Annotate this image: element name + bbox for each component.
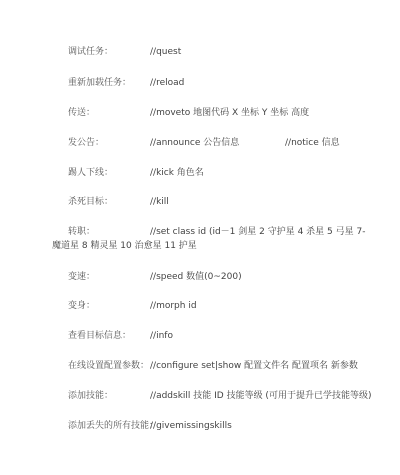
command-label: 调试任务：	[68, 47, 114, 57]
command-label: 添加丢失的所有技能：	[68, 421, 159, 431]
command-row-set-class	[0, 226, 400, 254]
command-label: 查看目标信息：	[68, 331, 132, 341]
command-text: //reload	[150, 78, 185, 88]
command-text: //configure set|show 配置文件名 配置项名 新参数	[150, 361, 358, 371]
command-label: 在线设置配置参数：	[68, 361, 150, 371]
command-text: //kick 角色名	[150, 168, 204, 178]
command-label: 重新加载任务：	[68, 78, 132, 88]
command-text: //givemissingskills	[150, 421, 232, 431]
command-label: 踢人下线：	[68, 168, 114, 178]
command-text: //addskill 技能 ID 技能等级 (可用于提升已学技能等级)	[150, 391, 372, 401]
command-text: //set class id (id－1 剑星 2 守护星 4 杀星 5 弓星 7-	[150, 227, 366, 237]
command-label: 转职：	[68, 227, 96, 237]
command-text: //kill	[150, 197, 169, 207]
command-continuation-text: 魔道星 8 精灵星 10 治愈星 11 护星	[52, 241, 197, 251]
command-label: 添加技能：	[68, 391, 114, 401]
command-text: //speed 数值(0~200)	[150, 272, 242, 282]
command-label: 变速：	[68, 272, 96, 282]
command-text: //quest	[150, 47, 182, 57]
command-label: 传送：	[68, 108, 96, 118]
command-text: //info	[150, 331, 173, 341]
command-text: //moveto 地图代码 X 坐标 Y 坐标 高度	[150, 108, 310, 118]
command-label: 变身：	[68, 301, 96, 311]
command-text: //morph id	[150, 301, 197, 311]
command-label: 发公告：	[68, 138, 105, 148]
command-extra-text: //notice 信息	[285, 138, 340, 148]
command-label: 杀死目标：	[68, 197, 114, 207]
command-text: //announce 公告信息	[150, 138, 240, 148]
